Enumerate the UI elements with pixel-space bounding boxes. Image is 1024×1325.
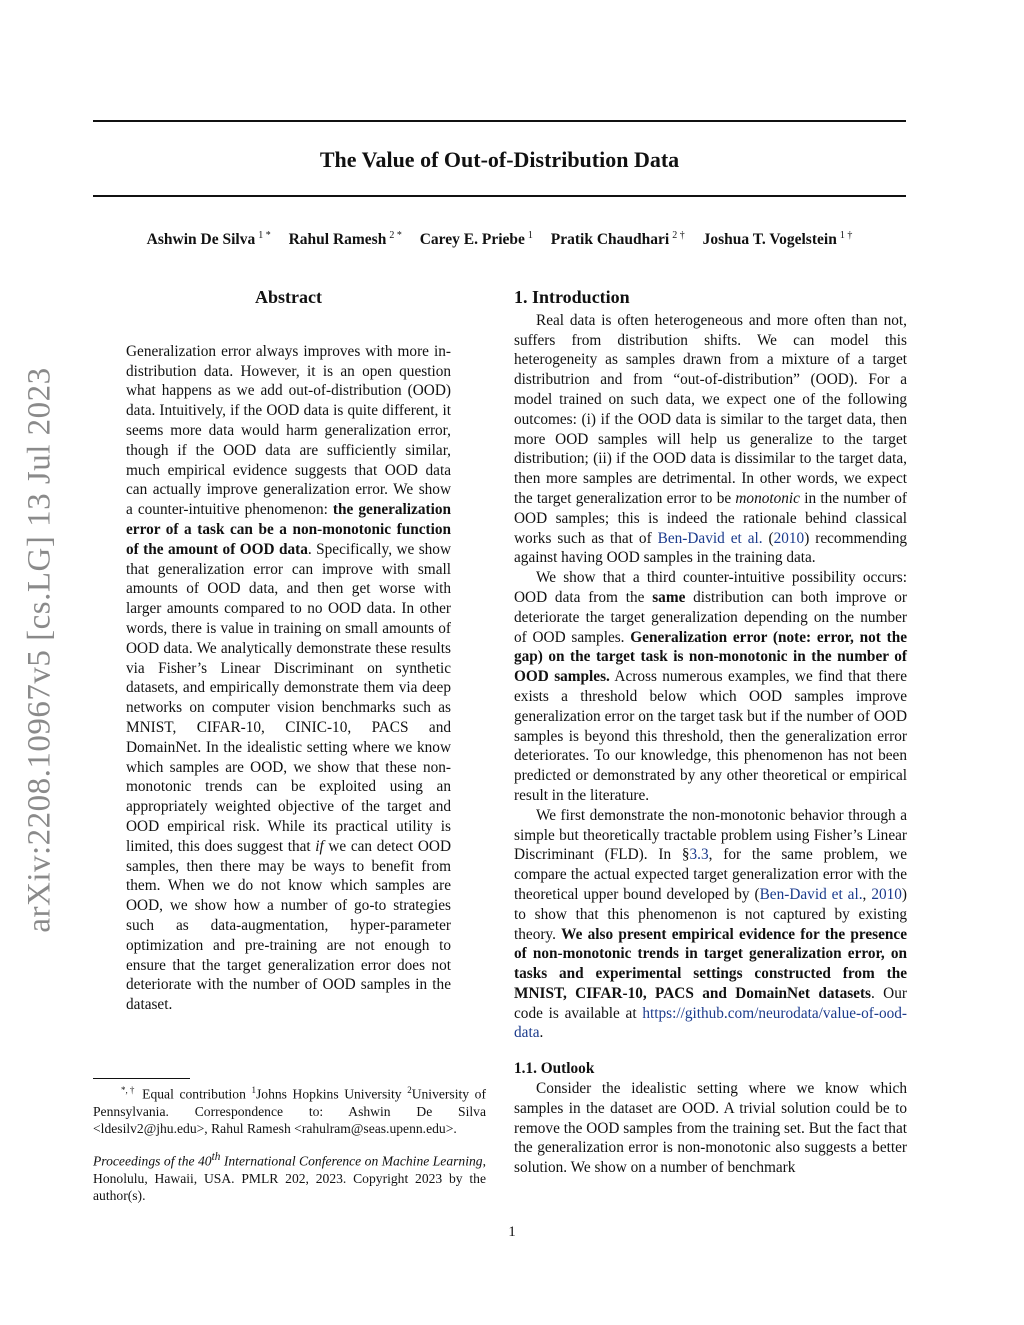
- intro-paragraph-2: We show that a third counter-intuitive possibility occurs: OOD data from the same distribution can both improve or deteriorate the target generalization depending on the number of OOD samples. Generalization error (note: error, not the gap) on the target task is non-monotonic in the number of OOD samples. Across numerous examples, we find that there exists a threshold below which OOD samples improve generalization error on the target task but if the number of OOD samples is beyond this threshold, then the generalization error deteriorates. To our knowledge, this phenomenon has not been predicted or demonstrated by any other theoretical or empirical result in the literature.: [514, 569, 907, 804]
- arxiv-identifier: arXiv:2208.10967v5 [cs.LG] 13 Jul 2023: [21, 367, 58, 933]
- title-top-rule: [93, 120, 906, 122]
- author: Rahul Ramesh $^{2 *}$: [288, 230, 402, 248]
- citation-year-link[interactable]: 2010: [871, 885, 902, 903]
- author: Ashwin De Silva $^{1 *}$: [146, 230, 271, 248]
- citation-link[interactable]: Ben-David et al.: [657, 529, 763, 547]
- introduction-section: [514, 288, 907, 1178]
- author: Joshua T. Vogelstein $^{1 \dagger}$: [702, 230, 853, 248]
- abstract-section: [126, 288, 451, 1015]
- intro-paragraph-3: We first demonstrate the non-monotonic behavior through a simple but theoretically tractable problem using Fisher’s Linear Discriminant (FLD). In §3.3, for the same problem, we compare the actual expected target generalization error with the theoretical upper bound developed by (Ben-David et al., 2010) to show that this phenomenon is not captured by existing theory. We also present empirical evidence for the presence of non-monotonic trends in target generalization error, on tasks and experimental settings constructed from the MNIST, CIFAR-10, PACS and DomainNet datasets. Our code is available at https://github.com/neurodata/value-of-ood-data.: [514, 806, 908, 1042]
- author-list: [93, 230, 906, 249]
- citation-link[interactable]: Ben-David et al.: [759, 885, 863, 903]
- proceedings-note: Proceedings of the 40th International Conference on Machine Learning, Honolulu, Hawaii, USA. PMLR 202, 2023. Copyright 2023 by the author(s).: [93, 1151, 486, 1204]
- outlook-paragraph: Consider the idealistic setting where we know which samples in the dataset are OOD. A trivial solution could be to remove the OOD samples from the training set. But the fact that the generalization error is non-monotonic also suggests a better solution. We show on a number of benchmark: [514, 1080, 907, 1177]
- intro-paragraph-1: Real data is often heterogeneous and more often than not, suffers from distribution shifts. We can model this heterogeneity as samples drawn from a mixture of a target distributrion and from “out-of-distribution” (OOD). For a model trained on such data, we expect one of the following outcomes: (i) if the OOD data is similar to the target data, then more OOD samples will help us generalize to the target distribution; (ii) if the OOD data is dissimilar to the target data, then more samples are detrimental. In other words, we expect the target generalization error to be monotonic in the number of OOD samples; this is indeed the rationale behind classical works such as that of Ben-David et al. (2010) recommending against having OOD samples in the training data.: [514, 311, 908, 567]
- outlook-heading: 1.1. Outlook: [514, 1060, 595, 1078]
- code-url-link[interactable]: https://github.com/neurodata/value-of-ood-data: [514, 1004, 907, 1042]
- abstract-body: Generalization error always improves with more in-distribution data. However, it is an open question what happens as we add out-of-distribution (OOD) data. Intuitively, if the OOD data is quite different, it seems more data would harm generalization error, though if the OOD data are sufficiently similar, much empirical evidence suggests that OOD data can actually improve generalization error. We show a counter-intuitive phenomenon: the generalization error of a task can be a non-monotonic function of the amount of OOD data. Specifically, we show that generalization error can improve with small amounts of OOD data, and then get worse with larger amounts compared to no OOD data. In other words, there is value in training on small amounts of OOD data. We analytically demonstrate these results via Fisher’s Linear Discriminant on synthetic datasets, and empirically demonstrate them via deep networks on computer vision benchmarks such as MNIST, CIFAR-10, CINIC-10, PACS and DomainNet. In the idealistic setting where we know which samples are OOD, we show that these non-monotonic trends can be exploited using an appropriately weighted objective of the target and OOD empirical risk. While its practical utility is limited, this does suggest that if we can detect OOD samples, then there may be ways to benefit from them. When we do not know which samples are OOD, we show how a number of go-to strategies such as data-augmentation, hyper-parameter optimization and pre-training are not enough to ensure that the target generalization error does not deteriorate with the number of OOD samples in the dataset.: [126, 342, 452, 1014]
- page-number: 1: [508, 1224, 516, 1240]
- abstract-heading: Abstract: [255, 287, 322, 307]
- title-bottom-rule: [93, 195, 906, 197]
- author: Carey E. Priebe $^1$: [419, 230, 533, 248]
- affiliation-footnote: *,† Equal contribution $^1$Johns Hopkins University $^2$University of Pennsylvania. Correspondence to: Ashwin De Silva <ldesilv2@jhu.edu>, Rahul Ramesh <rahulram@seas.upenn.edu>.: [93, 1085, 486, 1137]
- author: Pratik Chaudhari $^{2 \dagger}$: [550, 230, 685, 248]
- introduction-heading: 1. Introduction: [514, 287, 630, 307]
- section-ref-link[interactable]: 3.3: [689, 846, 709, 864]
- citation-year-link[interactable]: 2010: [773, 529, 805, 547]
- paper-title: The Value of Out-of-Distribution Data: [319, 147, 680, 172]
- footnote-rule: [93, 1078, 190, 1079]
